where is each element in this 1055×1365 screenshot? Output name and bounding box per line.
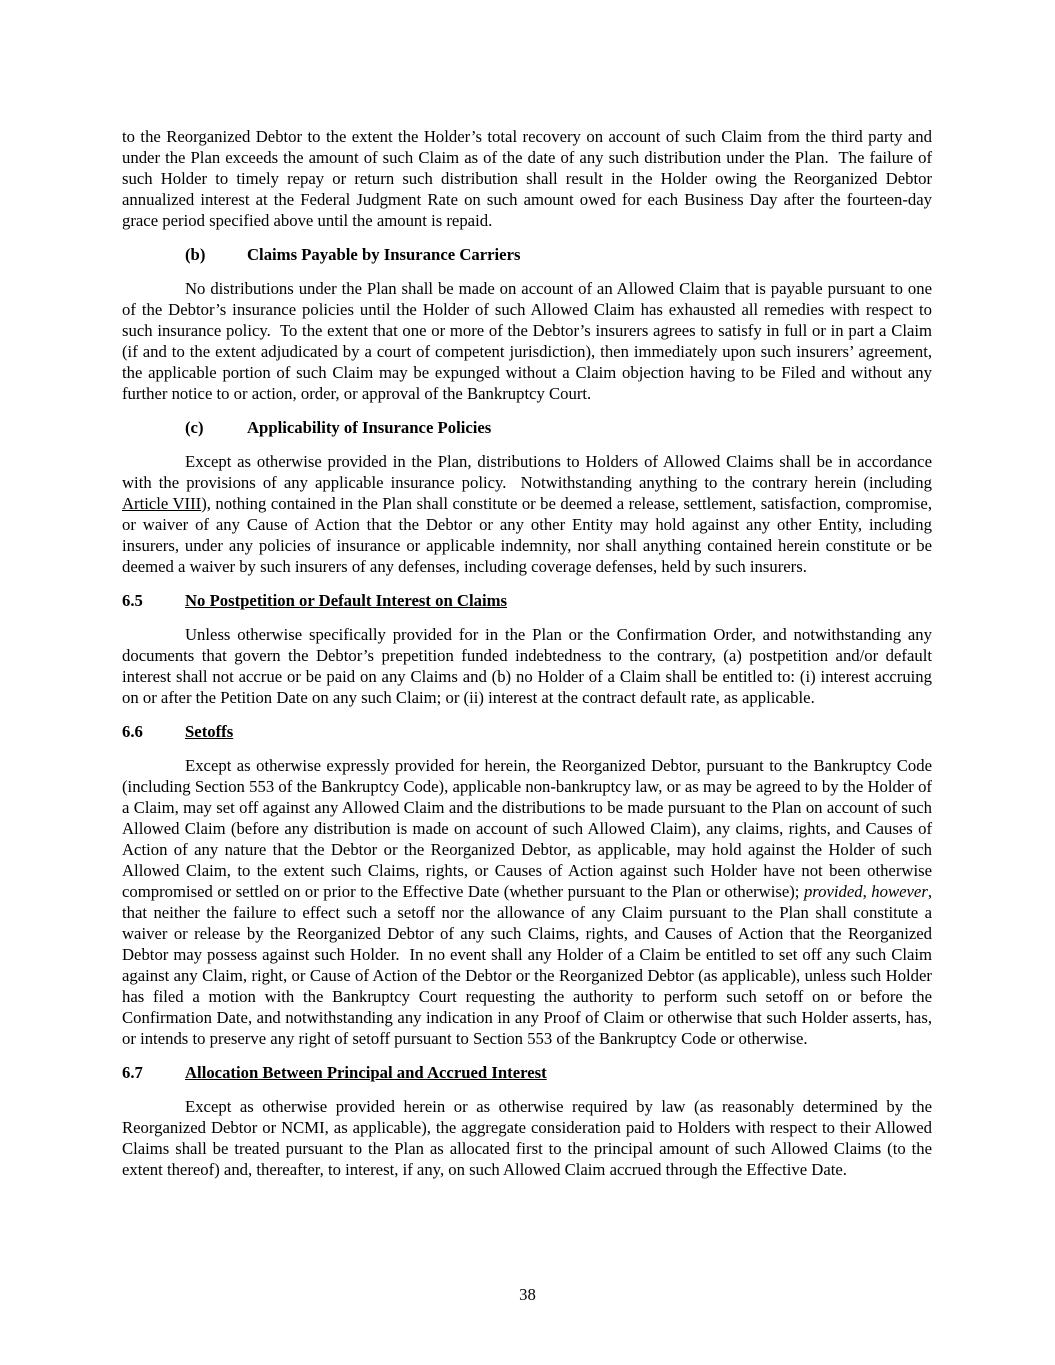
heading-title: Applicability of Insurance Policies [247, 418, 492, 437]
heading-setoffs [122, 721, 932, 742]
heading-allocation-between-principal-and-accrued-interest [122, 1062, 932, 1083]
paragraph-text: ), nothing contained in the Plan shall constitute or be deemed a release, settlement, satisfaction, compromise, or waiver of any Cause of Action that the Debtor or any other Entity may hold against any other Entity, including insurers, under any policies of insurance or applicable indemnity, nor shall anything contained herein constitute or be deemed a waiver by such insurers of any defenses, including coverage defenses, held by such insurers. [122, 494, 937, 576]
heading-no-postpetition-or-default-interest [122, 590, 932, 611]
section-6-7-paragraph: Except as otherwise provided herein or as otherwise required by law (as reasonably determined by the Reorganized Debtor or NCMI, as applicable), the aggregate consideration paid to Holders with respect to their Allowed Claims shall be treated pursuant to the Plan as allocated first to the principal amount of such Allowed Claims (to the extent thereof) and, thereafter, to interest, if any, on such Allowed Claim accrued through the Effective Date. [122, 1097, 937, 1179]
section-6-6-paragraph [122, 755, 937, 1049]
section-number: 6.6 [122, 722, 143, 741]
however-italic: however [871, 882, 928, 901]
heading-claims-payable-by-insurance-carriers [122, 244, 932, 265]
paragraph-text: , [862, 882, 872, 901]
section-6-5-paragraph: Unless otherwise specifically provided for in the Plan or the Confirmation Order, and notwithstanding any documents that govern the Debtor’s prepetition funded indebtedness to the contrary, (a) postpetition and/or default interest shall not accrue or be paid on any Claims and (b) no Holder of a Claim shall be entitled to: (i) interest accruing on or after the Petition Date on any such Claim; or (ii) interest at the contract default rate, as applicable. [122, 625, 937, 707]
continuation-paragraph: to the Reorganized Debtor to the extent the Holder’s total recovery on account of such Claim from the third party and under the Plan exceeds the amount of such Claim as of the date of any such distribution under the Plan. The failure of such Holder to timely repay or return such distribution shall result in the Holder owing the Reorganized Debtor annualized interest at the Federal Judgment Rate on such amount owed for each Business Day after the fourteen-day grace period specified above until the amount is repaid. [122, 127, 937, 230]
heading-number: (c) [185, 418, 204, 437]
paragraph-text: Except as otherwise expressly provided for herein, the Reorganized Debtor, pursuant to the Bankruptcy Code (including Section 553 of the Bankruptcy Code), applicable non-bankruptcy law, or as may be agreed to by the Holder of a Claim, may set off against any Allowed Claim and the distributions to be made pursuant to the Plan on account of such Allowed Claim (before any distribution is made on account of such Allowed Claim), any claims, rights, and Causes of Action of any nature that the Debtor or the Reorganized Debtor, as applicable, may hold against the Holder of such Allowed Claim, to the extent such Claims, rights, or Causes of Action against such Holder have not been otherwise compromised or settled on or prior to the Effective Date (whether pursuant to the Plan or otherwise); [122, 756, 937, 901]
provided-italic: provided [803, 882, 863, 901]
section-b-paragraph: No distributions under the Plan shall be made on account of an Allowed Claim that is payable pursuant to one of the Debtor’s insurance policies until the Holder of such Allowed Claim has exhausted all remedies with respect to such insurance policy. To the extent that one or more of the Debtor’s insurers agrees to satisfy in full or in part a Claim (if and to the extent adjudicated by a court of competent jurisdiction), then immediately upon such insurers’ agreement, the applicable portion of such Claim may be expunged without a Claim objection having to be Filed and without any further notice to or action, order, or approval of the Bankruptcy Court. [122, 279, 937, 403]
heading-title: Claims Payable by Insurance Carriers [247, 245, 521, 264]
paragraph-text: Except as otherwise provided in the Plan, distributions to Holders of Allowed Claims shall be in accordance with the provisions of any applicable insurance policy. Notwithstanding anything to the contrary herein (including [122, 452, 937, 492]
section-c-paragraph [122, 451, 937, 577]
paragraph-text: , that neither the failure to effect such a setoff nor the allowance of any Claim pursuant to the Plan shall constitute a waiver or release by the Reorganized Debtor of any such Claims, rights, and Causes of Action that the Reorganized Debtor may possess against such Holder. In no event shall any Holder of a Claim be entitled to set off any such Claim against any Claim, right, or Cause of Action of the Debtor or the Reorganized Debtor (as applicable), unless such Holder has filed a motion with the Bankruptcy Court requesting the authority to perform such setoff on or before the Confirmation Date, and notwithstanding any indication in any Proof of Claim or otherwise that such Holder asserts, has, or intends to preserve any right of setoff pursuant to Section 553 of the Bankruptcy Code or otherwise. [122, 882, 937, 1048]
section-title: No Postpetition or Default Interest on Claims [185, 591, 507, 610]
section-number: 6.7 [122, 1063, 143, 1082]
heading-number: (b) [185, 245, 206, 264]
section-title: Setoffs [185, 722, 234, 741]
heading-applicability-of-insurance-policies [122, 417, 932, 438]
page-number: 38 [519, 1285, 536, 1304]
article-viii-reference: Article VIII [122, 494, 202, 513]
section-title: Allocation Between Principal and Accrued Interest [185, 1063, 547, 1082]
section-number: 6.5 [122, 591, 143, 610]
